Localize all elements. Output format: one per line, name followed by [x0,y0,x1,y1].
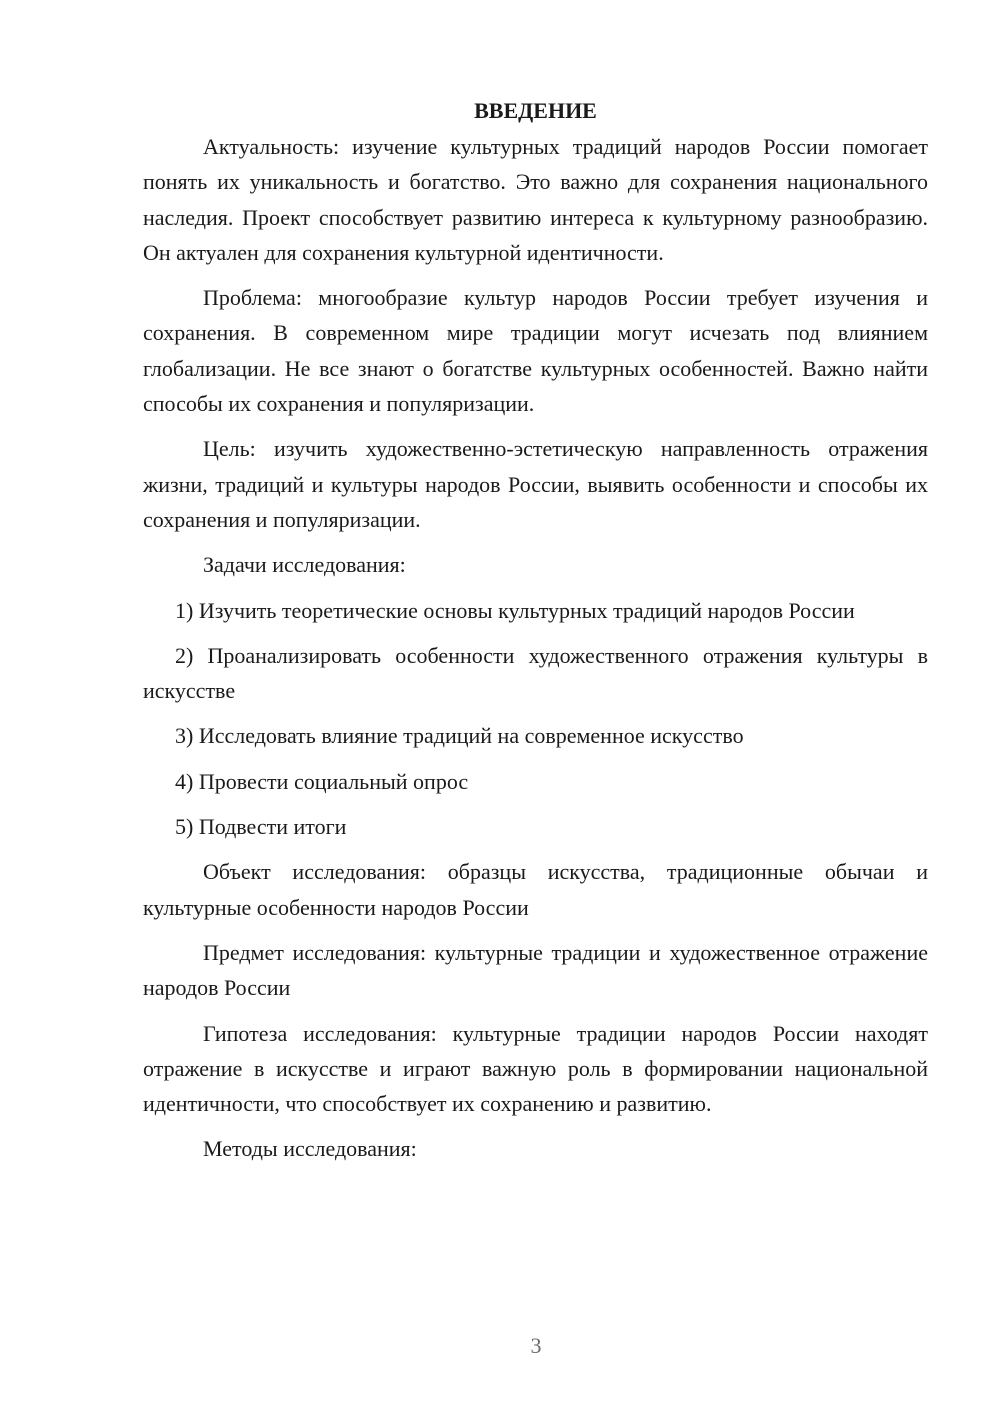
object-paragraph: Объект исследования: образцы искусства, традиционные обычаи и культурные особенности народов России [143,859,928,920]
hypothesis-paragraph: Гипотеза исследования: культурные традиции народов России находят отражение в искусстве и играют важную роль в формировании национальной идентичности, что способствует их сохранению и развитию. [143,1020,928,1117]
subject-paragraph: Предмет исследования: культурные традиции и художественное отражение народов России [143,939,928,1001]
page-number: 3 [530,1333,542,1358]
task-item: 2) Проанализировать особенности художественного отражения культуры в искусстве [143,642,928,704]
methods-heading: Методы исследования: [203,1136,417,1162]
task-item: 1) Изучить теоретические основы культурных традиций народов России [175,597,855,623]
relevance-paragraph: Актуальность: изучение культурных традиций народов России помогает понять их уникальность и богатство. Это важно для сохранения национального наследия. Проект способствует развитию интереса к культурному разнообразию. Он актуален для сохранения культурной идентичности. [143,134,928,265]
task-item: 5) Подвести итоги [175,814,347,840]
tasks-heading: Задачи исследования: [203,552,406,578]
task-item: 3) Исследовать влияние традиций на современное искусство [175,723,744,749]
document-page [143,93,928,1177]
task-item: 4) Провести социальный опрос [175,768,469,794]
page-title: ВВЕДЕНИЕ [474,98,597,123]
problem-paragraph: Проблема: многообразие культур народов России требует изучения и сохранения. В современном мире традиции могут исчезать под влиянием глобализации. Не все знают о богатстве культурных особенностей. Важно найти способы их сохранения и популяризации. [143,285,928,417]
goal-paragraph: Цель: изучить художественно-эстетическую направленность отражения жизни, традиций и культуры народов России, выявить особенности и способы их сохранения и популяризации. [143,436,928,532]
